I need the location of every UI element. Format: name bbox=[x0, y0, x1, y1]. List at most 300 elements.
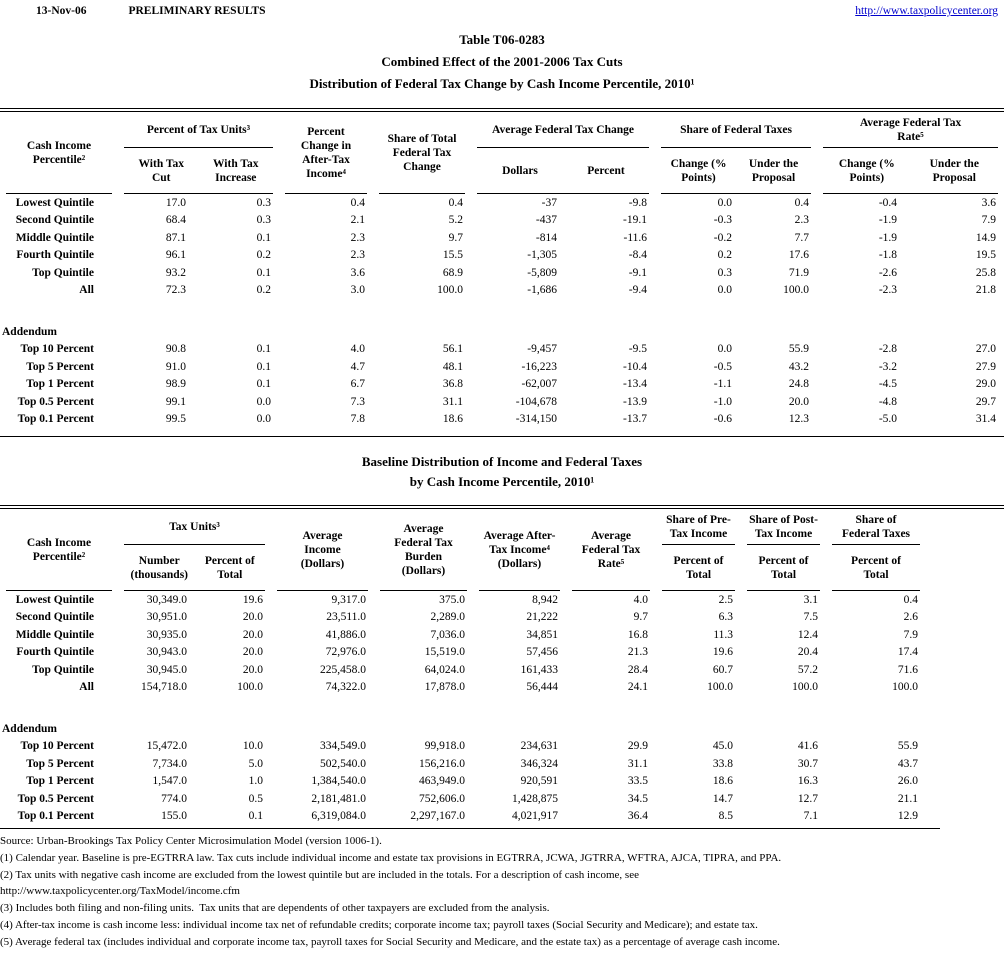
cell-value: -1,686 bbox=[527, 284, 558, 297]
cell-value: 30.7 bbox=[797, 757, 819, 770]
table-row bbox=[0, 644, 1004, 662]
cell-value: 0.3 bbox=[256, 214, 272, 227]
table2-addendum-header bbox=[0, 696, 1004, 738]
cell-value: 74,322.0 bbox=[325, 681, 367, 694]
cell-value: 4,021,917 bbox=[512, 810, 559, 823]
cell-value: 2.5 bbox=[718, 593, 734, 606]
cell-value: 6.7 bbox=[350, 378, 366, 391]
cell-value: 920,591 bbox=[520, 775, 559, 788]
cell-value: 1,547.0 bbox=[152, 775, 187, 788]
cell-value: -9.5 bbox=[628, 343, 648, 356]
row-label: Second Quintile bbox=[15, 611, 94, 624]
row-label: Top 5 Percent bbox=[26, 757, 94, 770]
cell-value: 18.6 bbox=[442, 413, 464, 426]
table-row bbox=[0, 194, 1004, 212]
cell-value: 27.9 bbox=[975, 360, 997, 373]
cell-value: -0.6 bbox=[713, 413, 733, 426]
cell-value: 45.0 bbox=[712, 740, 734, 753]
col-average-federal-tax-burden: Average Federal Tax Burden (Dollars) bbox=[374, 509, 473, 591]
col-with-tax-increase: With Tax Increase bbox=[213, 157, 259, 184]
cell-value: 20.0 bbox=[788, 395, 810, 408]
table-row bbox=[0, 376, 1004, 394]
cell-value: 30,951.0 bbox=[146, 611, 187, 624]
cell-value: 100.0 bbox=[892, 681, 919, 694]
col-percent-of-total: Percent of Total bbox=[673, 554, 724, 581]
cell-value: 14.7 bbox=[712, 792, 734, 805]
cell-value: -19.1 bbox=[623, 214, 648, 227]
cell-value: 56,444 bbox=[526, 681, 559, 694]
cell-value: 2,289.0 bbox=[430, 611, 466, 624]
cell-value: -37 bbox=[541, 196, 558, 209]
cell-value: 7.5 bbox=[803, 611, 819, 624]
cell-value: 234,631 bbox=[520, 740, 559, 753]
row-label: Top 0.1 Percent bbox=[17, 413, 94, 426]
cell-value: 12.3 bbox=[788, 413, 810, 426]
cell-value: 34,851 bbox=[526, 628, 559, 641]
cell-value: -1.9 bbox=[878, 214, 898, 227]
cell-value: 161,433 bbox=[520, 663, 559, 676]
cell-value: 10.0 bbox=[242, 740, 264, 753]
cell-value: 71.9 bbox=[788, 266, 810, 279]
table1-title-block bbox=[0, 29, 1004, 95]
cell-value: 93.2 bbox=[165, 266, 186, 279]
spacer-row bbox=[0, 696, 1004, 720]
col-under-the-proposal: Under the Proposal bbox=[929, 157, 979, 184]
col-percent-of-total: Percent of Total bbox=[851, 554, 901, 581]
footnote-3: (3) Includes both filing and non-filing units. Tax units that are dependents of other taxpayers are excluded from the analysis. bbox=[0, 902, 550, 915]
table2-main-rows bbox=[0, 591, 1004, 696]
cell-value: -104,678 bbox=[515, 395, 558, 408]
row-label: Top 10 Percent bbox=[20, 343, 94, 356]
cell-value: -9,457 bbox=[527, 343, 558, 356]
cell-value: 2.3 bbox=[794, 214, 810, 227]
table-row bbox=[0, 808, 1004, 826]
cell-value: 4.0 bbox=[350, 343, 366, 356]
cell-value: 0.2 bbox=[256, 249, 272, 262]
cell-value: 15,519.0 bbox=[424, 646, 466, 659]
row-label: Fourth Quintile bbox=[16, 646, 94, 659]
cell-value: 17.0 bbox=[165, 196, 186, 209]
cell-value: -437 bbox=[535, 214, 558, 227]
table-row bbox=[0, 282, 1004, 300]
cell-value: 17,878.0 bbox=[424, 681, 466, 694]
cell-value: 60.7 bbox=[712, 663, 734, 676]
cell-value: 99,918.0 bbox=[424, 740, 466, 753]
table-row bbox=[0, 591, 1004, 609]
row-label: Lowest Quintile bbox=[15, 196, 94, 209]
cell-value: 72,976.0 bbox=[325, 646, 367, 659]
cell-value: 7.3 bbox=[350, 395, 366, 408]
cell-value: -0.5 bbox=[713, 360, 733, 373]
cell-value: -62,007 bbox=[521, 378, 558, 391]
cell-value: 31.1 bbox=[442, 395, 464, 408]
cell-value: 20.0 bbox=[242, 663, 264, 676]
table-row bbox=[0, 264, 1004, 282]
cell-value: 17.6 bbox=[788, 249, 810, 262]
col-number-thousands: Number (thousands) bbox=[130, 554, 189, 581]
row-label: Top 0.5 Percent bbox=[17, 792, 94, 805]
cell-value: -0.4 bbox=[878, 196, 898, 209]
cell-value: 752,606.0 bbox=[419, 792, 466, 805]
cell-value: 7,036.0 bbox=[430, 628, 466, 641]
cell-value: 155.0 bbox=[161, 810, 187, 823]
cell-value: 26.0 bbox=[897, 775, 919, 788]
cell-value: 5.2 bbox=[448, 214, 464, 227]
cell-value: 68.9 bbox=[442, 266, 464, 279]
table-row bbox=[0, 679, 1004, 697]
cell-value: 33.5 bbox=[627, 775, 649, 788]
cell-value: 14.9 bbox=[975, 231, 997, 244]
cell-value: 30,945.0 bbox=[146, 663, 187, 676]
table-row bbox=[0, 341, 1004, 359]
preliminary-results-label: PRELIMINARY RESULTS bbox=[128, 5, 266, 17]
table2-title: Baseline Distribution of Income and Federal Taxes bbox=[361, 454, 643, 469]
col-percent-of-total: Percent of Total bbox=[204, 554, 255, 581]
report-date: 13-Nov-06 bbox=[36, 5, 87, 17]
cell-value: 57.2 bbox=[797, 663, 819, 676]
col-average-federal-tax-rate: Average Federal Tax Rate⁵ bbox=[566, 509, 656, 591]
row-label: Lowest Quintile bbox=[15, 593, 94, 606]
row-label: Fourth Quintile bbox=[16, 249, 94, 262]
cell-value: 3.1 bbox=[803, 593, 819, 606]
cell-value: -2.6 bbox=[878, 266, 898, 279]
addendum-row bbox=[0, 323, 1004, 341]
cell-value: -9.8 bbox=[628, 196, 648, 209]
page-top-bar bbox=[0, 0, 1004, 17]
table-row bbox=[0, 247, 1004, 265]
col-cash-income-percentile: Cash Income Percentile² bbox=[0, 112, 118, 194]
cell-value: 502,540.0 bbox=[320, 757, 367, 770]
table-row bbox=[0, 229, 1004, 247]
cell-value: 99.1 bbox=[165, 395, 186, 408]
cell-value: 0.5 bbox=[248, 792, 264, 805]
cell-value: 48.1 bbox=[442, 360, 464, 373]
footnote-2: (2) Tax units with negative cash income are excluded from the lowest quintile but are included in the totals. For a description of cash income, see bbox=[0, 868, 639, 881]
row-label: All bbox=[79, 681, 94, 694]
cell-value: 7.7 bbox=[794, 231, 810, 244]
cell-value: 27.0 bbox=[975, 343, 997, 356]
cell-value: 100.0 bbox=[437, 284, 464, 297]
cell-value: -5.0 bbox=[878, 413, 898, 426]
cell-value: 33.8 bbox=[712, 757, 734, 770]
cell-value: 21,222 bbox=[526, 611, 559, 624]
cell-value: 24.8 bbox=[788, 378, 810, 391]
cell-value: 12.9 bbox=[897, 810, 919, 823]
row-label: Top Quintile bbox=[32, 266, 94, 279]
cell-value: -8.4 bbox=[628, 249, 648, 262]
cell-value: -10.4 bbox=[623, 360, 648, 373]
cell-value: 87.1 bbox=[165, 231, 186, 244]
cell-value: 43.2 bbox=[788, 360, 810, 373]
cell-value: 0.2 bbox=[717, 249, 733, 262]
cell-value: 7.1 bbox=[803, 810, 819, 823]
cell-value: 4.7 bbox=[350, 360, 366, 373]
cell-value: 100.0 bbox=[237, 681, 264, 694]
cell-value: 7.9 bbox=[981, 214, 997, 227]
col-cash-income-percentile: Cash Income Percentile² bbox=[0, 509, 118, 591]
cell-value: 16.3 bbox=[797, 775, 819, 788]
cell-value: 156,216.0 bbox=[419, 757, 466, 770]
cell-value: 7,734.0 bbox=[152, 757, 187, 770]
cell-value: -16,223 bbox=[521, 360, 558, 373]
table-row bbox=[0, 738, 1004, 756]
table2-subtitle: by Cash Income Percentile, 2010¹ bbox=[409, 474, 595, 489]
cell-value: 0.0 bbox=[717, 343, 733, 356]
cell-value: 68.4 bbox=[165, 214, 186, 227]
cell-value: -0.2 bbox=[713, 231, 733, 244]
cell-value: 100.0 bbox=[792, 681, 819, 694]
cell-value: 2,297,167.0 bbox=[410, 810, 466, 823]
cell-value: 1.0 bbox=[248, 775, 264, 788]
cell-value: -4.8 bbox=[878, 395, 898, 408]
footnote-url: http://www.taxpolicycenter.org/TaxModel/income.cfm bbox=[0, 885, 240, 898]
col-average-after-tax-income: Average After- Tax Income⁴ (Dollars) bbox=[473, 509, 566, 591]
cell-value: 15,472.0 bbox=[146, 740, 187, 753]
cell-value: 31.4 bbox=[975, 413, 997, 426]
cell-value: 0.1 bbox=[256, 343, 272, 356]
cell-value: 12.4 bbox=[797, 628, 819, 641]
table2-header bbox=[0, 509, 1004, 591]
colgroup-average-federal-tax-change: Average Federal Tax Change Dollars Percent bbox=[471, 112, 655, 194]
row-label: Middle Quintile bbox=[15, 628, 94, 641]
cell-value: 99.5 bbox=[165, 413, 186, 426]
source-line: Source: Urban-Brookings Tax Policy Center Microsimulation Model (version 1006-1). bbox=[0, 835, 382, 847]
table-row bbox=[0, 358, 1004, 376]
cell-value: 18.6 bbox=[712, 775, 734, 788]
footnotes bbox=[0, 833, 1004, 951]
cell-value: 8,942 bbox=[532, 593, 559, 606]
cell-value: 21.1 bbox=[897, 792, 919, 805]
cell-value: 6.3 bbox=[718, 611, 734, 624]
cell-value: 375.0 bbox=[439, 593, 466, 606]
cell-value: -9.4 bbox=[628, 284, 648, 297]
table1-addendum-rows bbox=[0, 341, 1004, 429]
cell-value: 2.3 bbox=[350, 231, 366, 244]
row-label: Middle Quintile bbox=[15, 231, 94, 244]
table1-header bbox=[0, 112, 1004, 194]
table-row bbox=[0, 755, 1004, 773]
table1-main-rows bbox=[0, 194, 1004, 299]
cell-value: 3.6 bbox=[350, 266, 366, 279]
cell-value: 100.0 bbox=[707, 681, 734, 694]
table1-bottom-rule bbox=[0, 436, 1004, 437]
cell-value: 11.3 bbox=[713, 628, 734, 641]
table-row bbox=[0, 661, 1004, 679]
cell-value: 28.4 bbox=[627, 663, 649, 676]
table1-title: Combined Effect of the 2001-2006 Tax Cuts bbox=[381, 54, 623, 69]
cell-value: 774.0 bbox=[161, 792, 187, 805]
row-label: Top 5 Percent bbox=[26, 360, 94, 373]
row-label: Second Quintile bbox=[15, 214, 94, 227]
cell-value: 20.0 bbox=[242, 646, 264, 659]
cell-value: 56.1 bbox=[442, 343, 464, 356]
cell-value: 36.8 bbox=[442, 378, 464, 391]
cell-value: 20.0 bbox=[242, 611, 264, 624]
cell-value: -3.2 bbox=[878, 360, 898, 373]
cell-value: 55.9 bbox=[897, 740, 919, 753]
colgroup-percent-of-tax-units: Percent of Tax Units³ With Tax Cut With Tax Increase bbox=[118, 112, 279, 194]
cell-value: 55.9 bbox=[788, 343, 810, 356]
cell-value: -0.3 bbox=[713, 214, 733, 227]
cell-value: 71.6 bbox=[897, 663, 919, 676]
colgroup-tax-units: Tax Units³ Number (thousands) Percent of Total bbox=[118, 509, 271, 591]
cell-value: -1,305 bbox=[527, 249, 558, 262]
footnote-5: (5) Average federal tax (includes individual and corporate income tax, payroll taxes for Social Security and Medicare, and the estate tax) as a percentage of average cash income. bbox=[0, 935, 780, 948]
cell-value: 0.1 bbox=[256, 231, 272, 244]
cell-value: 30,943.0 bbox=[146, 646, 187, 659]
addendum-row bbox=[0, 720, 1004, 738]
cell-value: 100.0 bbox=[783, 284, 810, 297]
taxpolicycenter-link[interactable]: http://www.taxpolicycenter.org bbox=[855, 5, 998, 17]
footnote-1: (1) Calendar year. Baseline is pre-EGTRRA law. Tax cuts include individual income and estate tax provisions in EGTRRA, JCWA, JGTRRA, WFTRA, AJCA, TIPRA, and PPA. bbox=[0, 851, 782, 864]
col-with-tax-cut: With Tax Cut bbox=[138, 157, 184, 184]
cell-value: 9.7 bbox=[633, 611, 649, 624]
row-label: All bbox=[79, 284, 94, 297]
table2-addendum-rows bbox=[0, 738, 1004, 826]
cell-value: 3.6 bbox=[981, 196, 997, 209]
col-change-points: Change (% Points) bbox=[670, 157, 727, 184]
cell-value: 96.1 bbox=[165, 249, 186, 262]
cell-value: 29.9 bbox=[627, 740, 649, 753]
row-label: Top 0.5 Percent bbox=[17, 395, 94, 408]
cell-value: 0.4 bbox=[350, 196, 366, 209]
col-share-of-total-federal-tax-change: Share of Total Federal Tax Change bbox=[373, 112, 471, 194]
cell-value: 4.0 bbox=[633, 593, 649, 606]
cell-value: 1,384,540.0 bbox=[311, 775, 367, 788]
cell-value: 23,511.0 bbox=[326, 611, 367, 624]
cell-value: 0.0 bbox=[717, 284, 733, 297]
cell-value: 72.3 bbox=[165, 284, 186, 297]
cell-value: 12.7 bbox=[797, 792, 819, 805]
cell-value: 154,718.0 bbox=[141, 681, 187, 694]
cell-value: 0.3 bbox=[717, 266, 733, 279]
row-label: Top 0.1 Percent bbox=[17, 810, 94, 823]
row-label: Top 1 Percent bbox=[26, 775, 94, 788]
col-under-the-proposal: Under the Proposal bbox=[748, 157, 799, 184]
table1-subtitle: Distribution of Federal Tax Change by Cash Income Percentile, 2010¹ bbox=[309, 76, 695, 91]
cell-value: 7.9 bbox=[903, 628, 919, 641]
cell-value: 0.2 bbox=[256, 284, 272, 297]
cell-value: 2.3 bbox=[350, 249, 366, 262]
colgroup-share-pre-tax-income: Share of Pre- Tax Income Percent of Total bbox=[656, 509, 741, 591]
cell-value: -2.8 bbox=[878, 343, 898, 356]
cell-value: 0.1 bbox=[256, 360, 272, 373]
cell-value: 0.0 bbox=[256, 413, 272, 426]
cell-value: 8.5 bbox=[718, 810, 734, 823]
cell-value: 29.7 bbox=[975, 395, 997, 408]
cell-value: 0.0 bbox=[256, 395, 272, 408]
table1-addendum-header bbox=[0, 299, 1004, 341]
cell-value: 0.3 bbox=[256, 196, 272, 209]
colgroup-share-federal-taxes: Share of Federal Taxes Percent of Total bbox=[826, 509, 926, 591]
cell-value: 9.7 bbox=[448, 231, 464, 244]
cell-value: 19.5 bbox=[975, 249, 997, 262]
cell-value: 17.4 bbox=[897, 646, 919, 659]
cell-value: 9,317.0 bbox=[331, 593, 367, 606]
cell-value: -1.9 bbox=[878, 231, 898, 244]
col-dollars: Dollars bbox=[502, 164, 538, 177]
cell-value: -11.6 bbox=[623, 231, 648, 244]
cell-value: 6,319,084.0 bbox=[311, 810, 367, 823]
cell-value: 19.6 bbox=[242, 593, 264, 606]
table2-title-block bbox=[0, 452, 1004, 492]
tax-change-table bbox=[0, 112, 1004, 428]
cell-value: 31.1 bbox=[627, 757, 649, 770]
cell-value: 30,349.0 bbox=[146, 593, 187, 606]
cell-value: 98.9 bbox=[165, 378, 186, 391]
cell-value: 463,949.0 bbox=[419, 775, 466, 788]
cell-value: -13.7 bbox=[623, 413, 648, 426]
table-row bbox=[0, 790, 1004, 808]
col-percent-change-after-tax-income: Percent Change in After-Tax Income⁴ bbox=[279, 112, 373, 194]
cell-value: 16.8 bbox=[627, 628, 649, 641]
table-row bbox=[0, 212, 1004, 230]
cell-value: 5.0 bbox=[248, 757, 264, 770]
cell-value: 0.4 bbox=[903, 593, 919, 606]
cell-value: 91.0 bbox=[165, 360, 186, 373]
cell-value: 57,456 bbox=[526, 646, 559, 659]
spacer-row bbox=[0, 299, 1004, 323]
row-label: Top 10 Percent bbox=[20, 740, 94, 753]
col-filler bbox=[926, 509, 1004, 591]
col-change-points: Change (% Points) bbox=[838, 157, 895, 184]
cell-value: 1,428,875 bbox=[512, 792, 559, 805]
cell-value: 41,886.0 bbox=[325, 628, 367, 641]
colgroup-average-federal-tax-rate: Average Federal Tax Rate⁵ Change (% Points) Under the Proposal bbox=[817, 112, 1004, 194]
table-row bbox=[0, 411, 1004, 429]
cell-value: -13.9 bbox=[623, 395, 648, 408]
col-percent: Percent bbox=[587, 164, 625, 177]
cell-value: 43.7 bbox=[897, 757, 919, 770]
cell-value: 20.0 bbox=[242, 628, 264, 641]
table2-bottom-rule bbox=[0, 828, 940, 829]
cell-value: 30,935.0 bbox=[146, 628, 187, 641]
cell-value: 36.4 bbox=[627, 810, 649, 823]
cell-value: 346,324 bbox=[520, 757, 559, 770]
cell-value: 0.4 bbox=[448, 196, 464, 209]
col-percent-of-total: Percent of Total bbox=[758, 554, 809, 581]
cell-value: 41.6 bbox=[797, 740, 819, 753]
cell-value: -1.0 bbox=[713, 395, 733, 408]
cell-value: 0.4 bbox=[794, 196, 810, 209]
cell-value: 19.6 bbox=[712, 646, 734, 659]
cell-value: -1.8 bbox=[878, 249, 898, 262]
cell-value: 0.1 bbox=[256, 378, 272, 391]
addendum-label: Addendum bbox=[2, 722, 57, 735]
cell-value: 21.3 bbox=[627, 646, 649, 659]
table-row bbox=[0, 609, 1004, 627]
footnote-4: (4) After-tax income is cash income less: individual income tax net of refundable credits; corporate income tax; payroll taxes (Social Security and Medicare); and estate tax. bbox=[0, 918, 758, 931]
cell-value: -814 bbox=[535, 231, 558, 244]
table-number-title: Table T06-0283 bbox=[459, 32, 545, 47]
cell-value: 15.5 bbox=[442, 249, 464, 262]
cell-value: 334,549.0 bbox=[320, 740, 367, 753]
cell-value: 29.0 bbox=[975, 378, 997, 391]
addendum-label: Addendum bbox=[2, 325, 57, 338]
cell-value: 2.6 bbox=[903, 611, 919, 624]
row-label: Top Quintile bbox=[32, 663, 94, 676]
baseline-distribution-table bbox=[0, 509, 1004, 825]
cell-value: 25.8 bbox=[975, 266, 997, 279]
cell-value: 0.1 bbox=[256, 266, 272, 279]
table-row bbox=[0, 393, 1004, 411]
cell-value: 34.5 bbox=[627, 792, 649, 805]
cell-value: 24.1 bbox=[627, 681, 649, 694]
colgroup-share-of-federal-taxes: Share of Federal Taxes Change (% Points) Under the Proposal bbox=[655, 112, 817, 194]
row-label: Top 1 Percent bbox=[26, 378, 94, 391]
cell-value: -5,809 bbox=[527, 266, 558, 279]
cell-value: 0.0 bbox=[717, 196, 733, 209]
